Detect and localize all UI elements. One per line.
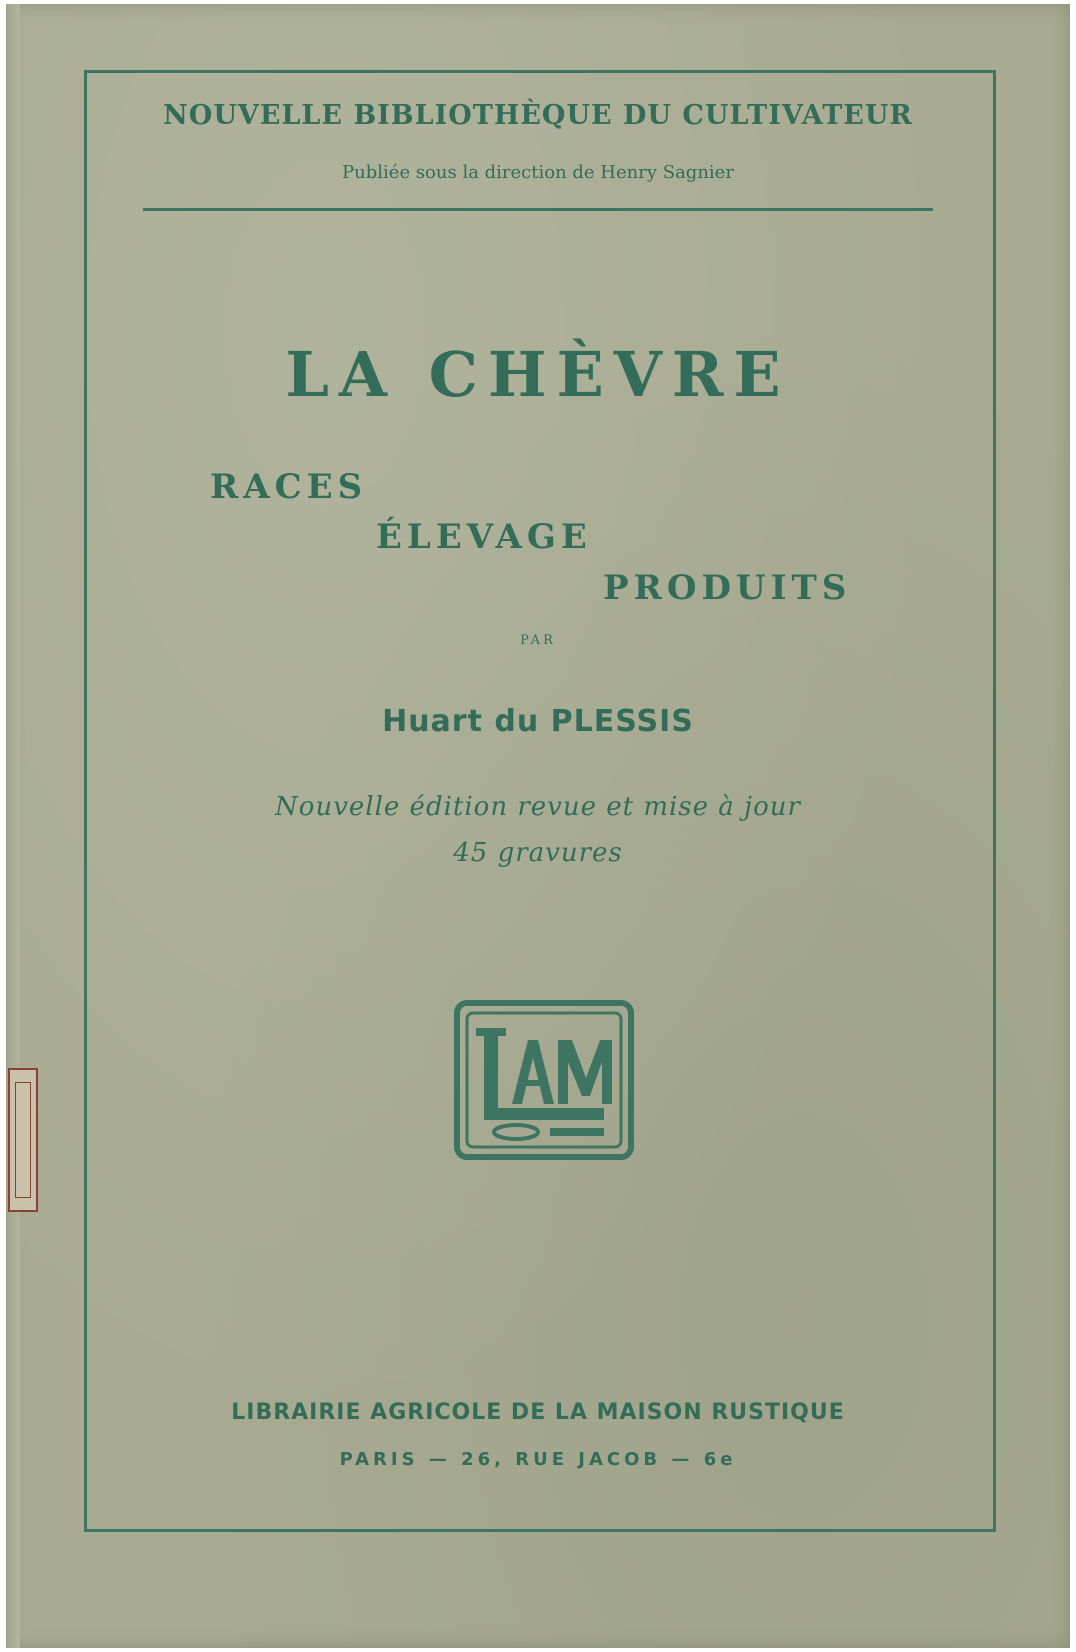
library-label — [8, 1068, 38, 1212]
illustrations-count: 45 gravures — [453, 838, 623, 868]
edition-note: Nouvelle édition revue et mise à jour — [275, 792, 801, 822]
author-name: Huart du PLESSIS — [382, 704, 694, 739]
series-direction: Publiée sous la direction de Henry Sagnier — [342, 162, 734, 183]
header-divider — [143, 208, 933, 211]
publisher-name: LIBRAIRIE AGRICOLE DE LA MAISON RUSTIQUE — [231, 1400, 845, 1425]
book-title: LA CHÈVRE — [285, 338, 791, 411]
publisher-logo-text: LAMR — [454, 1000, 457, 1001]
subtitle-races: RACES — [210, 467, 368, 507]
by-label: PAR — [520, 633, 556, 648]
series-title: NOUVELLE BIBLIOTHÈQUE DU CULTIVATEUR — [163, 100, 913, 131]
book-cover — [6, 4, 1070, 1648]
publisher-address: PARIS — 26, RUE JACOB — 6e — [339, 1449, 737, 1470]
subtitle-produits: PRODUITS — [603, 568, 852, 608]
publisher-logo — [454, 1000, 634, 1160]
library-label-inner — [15, 1082, 31, 1198]
subtitle-elevage: ÉLEVAGE — [376, 517, 592, 557]
